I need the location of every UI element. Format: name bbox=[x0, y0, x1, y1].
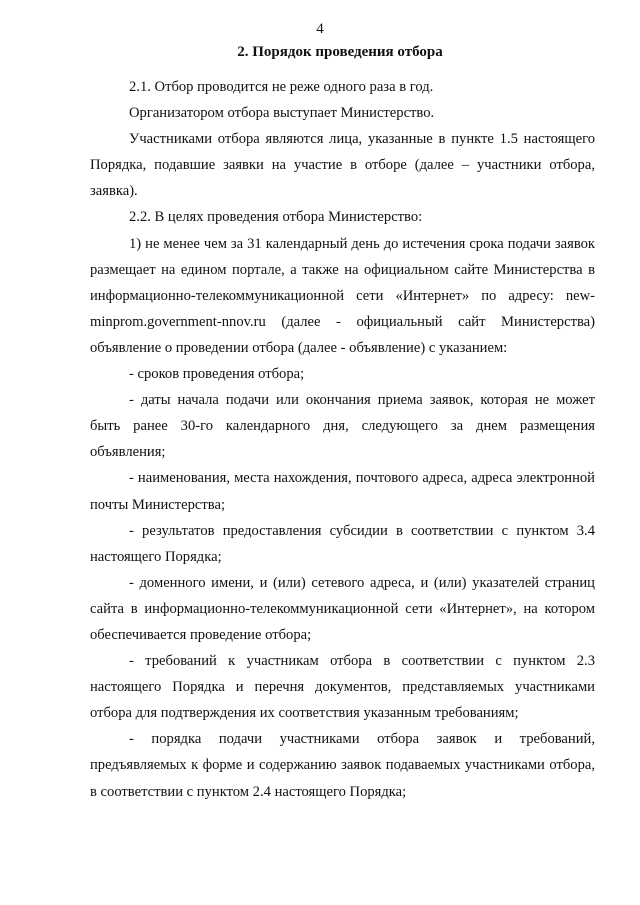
body-text bbox=[90, 74, 595, 805]
paragraph: 2.1. Отбор проводится не реже одного раза в год. bbox=[129, 79, 434, 95]
list-item: - даты начала подачи или окончания приема заявок, которая не может быть ранее 30-го календарного дня, следующего за днем размещения объявления; bbox=[90, 392, 595, 461]
paragraph: Участниками отбора являются лица, указанные в пункте 1.5 настоящего Порядка, подавшие заявки на участие в отборе (далее – участники отбора, заявка). bbox=[90, 131, 595, 200]
list-item: - сроков проведения отбора; bbox=[129, 366, 305, 383]
list-item: - требований к участникам отбора в соответствии с пунктом 2.3 настоящего Порядка и перечня документов, представляемых участниками отбора для подтверждения их соответствия указанным требованиям; bbox=[90, 653, 595, 722]
list-item: - наименования, места нахождения, почтового адреса, адреса электронной почты Министерства; bbox=[90, 470, 595, 513]
list-item: - доменного имени, и (или) сетевого адреса, и (или) указателей страниц сайта в информационно-телекоммуникационной сети «Интернет», на котором обеспечивается проведение отбора; bbox=[90, 574, 595, 643]
paragraph: 1) не менее чем за 31 календарный день до истечения срока подачи заявок размещает на едином портале, а также на официальном сайте Министерства в информационно-телекоммуникационной сети «Интернет» по адресу: new-minprom.government-nnov.ru (далее - официальный сайт Министерства) объявление о проведении отбора (далее - объявление) с указанием: bbox=[90, 235, 595, 356]
list-item: - результатов предоставления субсидии в соответствии с пунктом 3.4 настоящего Порядка; bbox=[90, 522, 595, 565]
page-number: 4 bbox=[316, 21, 324, 37]
list-item: - порядка подачи участниками отбора заявок и требований, предъявляемых к форме и содержанию заявок подаваемых участниками отбора, в соответствии с пунктом 2.4 настоящего Порядка; bbox=[90, 731, 595, 800]
paragraph: 2.2. В целях проведения отбора Министерство: bbox=[129, 209, 423, 226]
section-title: 2. Порядок проведения отбора bbox=[237, 44, 443, 60]
paragraph: Организатором отбора выступает Министерство. bbox=[129, 105, 435, 122]
